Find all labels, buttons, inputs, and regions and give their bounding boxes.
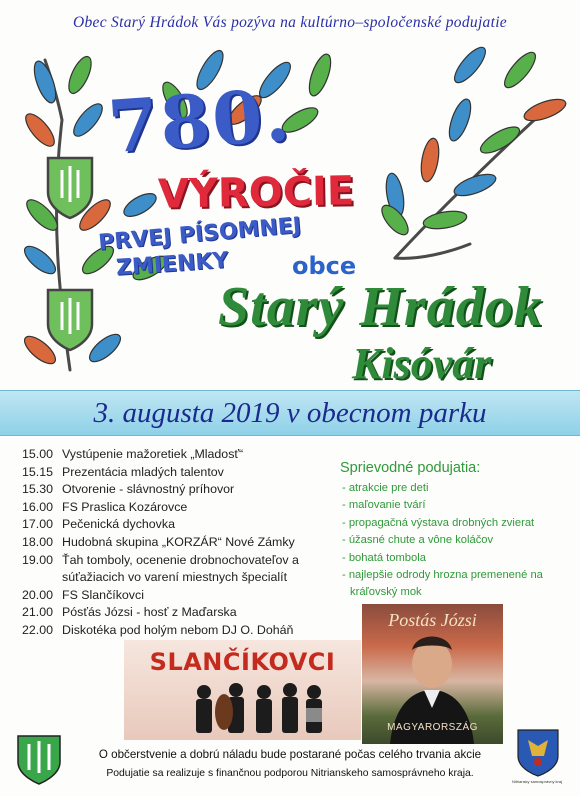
- schedule-time: 15.00: [22, 447, 54, 461]
- schedule-row: [22, 604, 342, 622]
- village-name-hungarian: Kisóvár: [352, 339, 492, 388]
- schedule-desc: Ťah tomboly, ocenenie drobnochovateľov a súťažiacich vo varení miestnych špecialít: [62, 552, 299, 585]
- band-photo: [124, 640, 361, 740]
- first-mention-line1: PRVEJ PÍSOMNEJ: [97, 213, 303, 256]
- invitation-line: Obec Starý Hrádok Vás pozýva na kultúrno–spoločenské podujatie: [72, 14, 507, 31]
- schedule-time: 17.00: [22, 517, 54, 532]
- side-event-item: - najlepšie odrody hrozna premenené na kráľovský mok: [342, 569, 543, 599]
- schedule-time: 21.00: [22, 605, 54, 620]
- village-name: Starý Hrádok: [218, 276, 543, 338]
- schedule-row: [22, 499, 342, 517]
- schedule-desc: Diskotéka pod holým nebom DJ O. Doháň: [62, 622, 294, 637]
- first-mention-line2: ZMIENKY: [115, 248, 230, 281]
- schedule-time: 15.30: [22, 482, 54, 497]
- schedule-row: [22, 481, 342, 499]
- schedule-time: 19.00: [22, 552, 54, 567]
- schedule-desc: Prezentácia mladých talentov: [62, 464, 224, 479]
- side-events-title: Sprievodné podujatia:: [340, 460, 481, 476]
- refreshment-note: O občerstvenie a dobrú náladu bude postarané počas celého trvania akcie: [98, 748, 482, 761]
- band-name: SLANČÍKOVCI: [149, 648, 336, 676]
- schedule-desc: Vystúpenie mažoretiek „Mladosť“: [62, 447, 244, 461]
- schedule-time: 22.00: [22, 622, 54, 637]
- side-events-list: [342, 480, 572, 602]
- schedule-desc: Pósťás Józsi - hosť z Maďarska: [62, 605, 237, 620]
- obce-word: obce: [292, 252, 357, 280]
- singer-name: Postás Józsi: [388, 610, 477, 630]
- anniversary-number: 780.: [105, 71, 295, 170]
- funding-note: Podujatie sa realizuje s finančnou podporou Nitrianskeho samosprávneho kraja.: [106, 768, 474, 779]
- schedule-row: [22, 552, 342, 587]
- side-event-item: - maľovanie tvárí: [342, 499, 426, 512]
- anniversary-word: VÝROČIE: [157, 168, 355, 218]
- schedule-desc: Pečenická dychovka: [62, 517, 175, 532]
- schedule-time: 18.00: [22, 534, 54, 549]
- schedule-row: [22, 622, 342, 640]
- schedule-desc: FS Slančíkovci: [62, 587, 144, 602]
- singer-album: MAGYARORSZÁG: [387, 722, 478, 733]
- schedule-desc: FS Praslica Kozárovce: [62, 499, 188, 514]
- side-event-item: - bohatá tombola: [342, 551, 426, 564]
- schedule-time: 20.00: [22, 587, 54, 602]
- side-event-item: - propagačná výstava drobných zvierat: [342, 516, 535, 529]
- side-event-item: - atrakcie pre deti: [342, 482, 429, 494]
- schedule-row: [22, 464, 342, 482]
- schedule-time: 16.00: [22, 499, 54, 514]
- schedule-row: [22, 516, 342, 534]
- schedule-row: [22, 587, 342, 605]
- program-schedule: [22, 446, 342, 640]
- schedule-desc: Hudobná skupina „KORZÁR“ Nové Zámky: [62, 534, 295, 549]
- schedule-row: [22, 534, 342, 552]
- date-banner-text: 3. augusta 2019 v obecnom parku: [93, 397, 487, 429]
- region-caption: Nitriansky samosprávny kraj: [511, 779, 562, 784]
- schedule-time: 15.15: [22, 464, 54, 479]
- date-banner: [0, 390, 580, 436]
- side-event-item: - úžasné chute a vône koláčov: [342, 534, 494, 547]
- schedule-desc: Otvorenie - slávnostný príhovor: [62, 482, 235, 497]
- singer-photo: [362, 604, 503, 744]
- schedule-row: [22, 446, 342, 464]
